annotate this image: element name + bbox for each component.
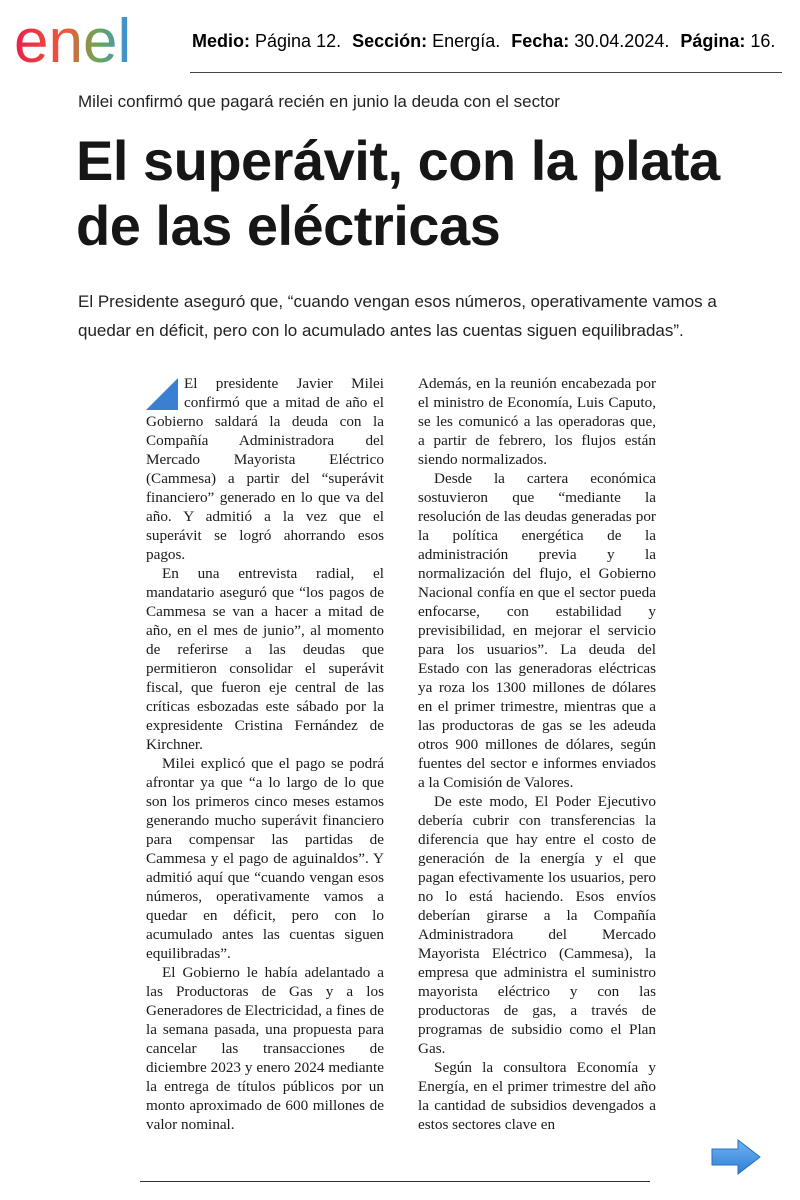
- paragraph: Además, en la reunión encabezada por el ministro de Economía, Luis Caputo, se les comunicó a las operadoras que, a partir de febrero, los flujos están siendo normalizados.: [418, 375, 656, 468]
- fecha-value: 30.04.2024.: [574, 31, 670, 51]
- article-subhead: El Presidente aseguró que, “cuando vengan esos números, operativamente vamos a quedar en déficit, pero con lo acumulado antes las cuentas siguen equilibradas”.: [78, 292, 717, 340]
- article-headline: El superávit, con la plata de las eléctricas: [76, 129, 720, 257]
- arrow-right-icon[interactable]: [710, 1138, 762, 1176]
- bottom-divider: [140, 1181, 650, 1182]
- paragraph: Milei explicó que el pago se podrá afrontar ya que “a lo largo de lo que son los primeros cinco meses estamos generando mucho superávit financiero para compensar las partidas de Cammesa y el pago de aguinaldos”. Y admitió aquí que “cuando vengan esos números, operativamente vamos a quedar en déficit, pero con lo acumulado antes las cuentas siguen equilibradas”.: [146, 755, 384, 962]
- medio-value: Página 12.: [255, 31, 342, 51]
- paragraph-text: El presidente Javier Milei confirmó que a mitad de año el Gobierno saldará la deuda con la Compañía Administradora del Mercado Mayorista Eléctrico (Cammesa) a partir del “superávit financiero” generado en lo que va del año. Y admitió a la vez que el superávit se logró ahorrando esos pagos.: [146, 375, 384, 563]
- triangle-mark-icon: [146, 378, 178, 410]
- article-body: [146, 374, 656, 1164]
- paragraph: El Gobierno le había adelantado a las Productoras de Gas y a los Generadores de Electricidad, a fines de la semana pasada, una propuesta para cancelar las transacciones de diciembre 2023 y enero 2024 mediante la entrega de títulos públicos por un monto aproximado de 600 millones de valor nominal.: [146, 964, 384, 1133]
- article-column-right: [418, 374, 656, 1134]
- enel-logo: [14, 8, 180, 70]
- fecha-label: Fecha:: [511, 31, 570, 51]
- paragraph: Según la consultora Economía y Energía, en el primer trimestre del año la cantidad de subsidios devengados a estos sectores clave en: [418, 1059, 656, 1133]
- paragraph: De este modo, El Poder Ejecutivo debería cubrir con transferencias la diferencia que hay entre el costo de generación de la energía y el que pagan efectivamente los usuarios, pero no lo está haciendo. Esos envíos deberían girarse a la Compañía Administradora del Mercado Mayorista Eléctrico (Cammesa), la empresa que administra el suministro mayorista eléctrico y con las productoras de gas, a través de programas de subsidio como el Plan Gas.: [418, 793, 656, 1057]
- paragraph: En una entrevista radial, el mandatario aseguró que “los pagos de Cammesa se van a hacer a mitad de año, en el mes de junio”, al momento de referirse a las deudas que permitieron consolidar el superávit fiscal, que fueron eje central de las críticas esbozadas este sábado por la expresidente Cristina Fernández de Kirchner.: [146, 565, 384, 753]
- paragraph: [146, 374, 384, 564]
- medio-label: Medio:: [192, 31, 250, 51]
- logo-text: enel: [14, 8, 132, 70]
- article-column-left: [146, 374, 384, 1134]
- press-clipping-metadata: [192, 31, 775, 52]
- header-divider: [190, 72, 782, 73]
- seccion-label: Sección:: [352, 31, 428, 51]
- seccion-value: Energía.: [432, 31, 501, 51]
- pagina-value: 16.: [750, 31, 776, 51]
- paragraph: Desde la cartera económica sostuvieron que “mediante la resolución de las deudas generadas por la política energética de la administración previa y la normalización del flujo, el Gobierno Nacional confía en que el sector pueda enfocarse, con estabilidad y previsibilidad, en mejorar el servicio para los usuarios”. La deuda del Estado con las generadoras eléctricas ya roza los 1300 millones de dólares en el primer trimestre, mientras que a las productoras de gas se les adeuda otros 900 millones de dólares, según fuentes del sector e informes enviados a la Comisión de Valores.: [418, 470, 656, 791]
- article-kicker: Milei confirmó que pagará recién en junio la deuda con el sector: [78, 92, 560, 111]
- pagina-label: Página:: [680, 31, 746, 51]
